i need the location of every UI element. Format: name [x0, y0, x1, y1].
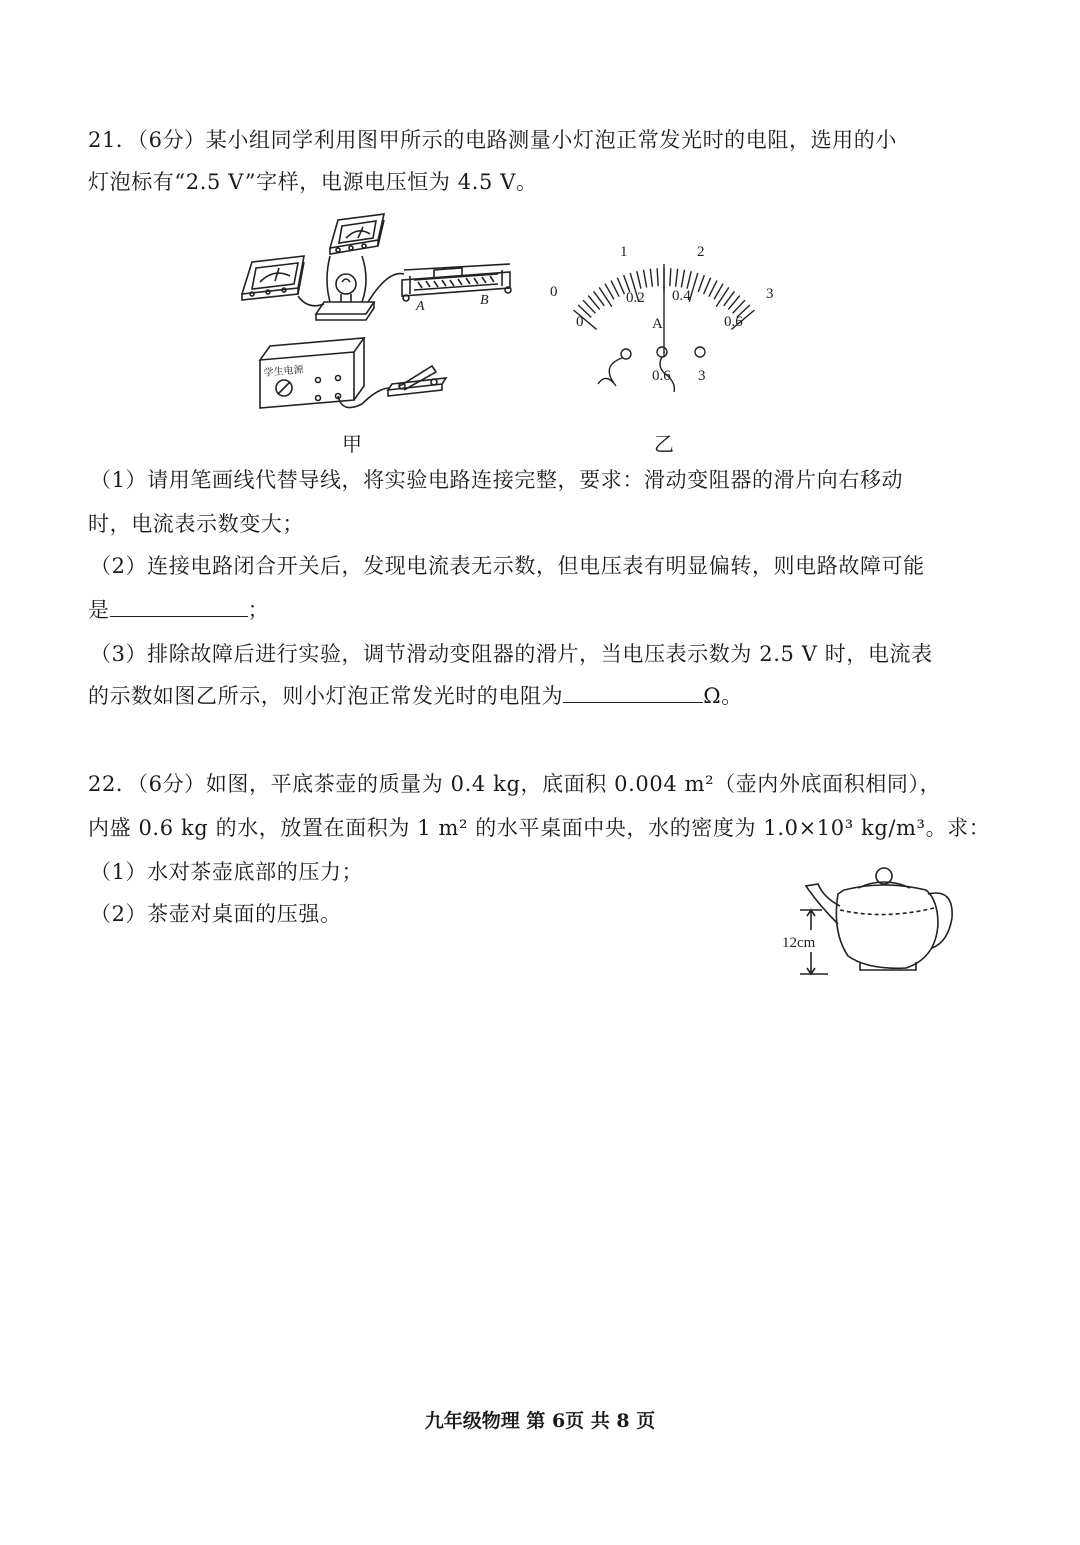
q21-part1-line-1: （1）请用笔画线代替导线，将实验电路连接完整，要求：滑动变阻器的滑片向右移动: [90, 468, 904, 492]
power-supply-label: 学生电源: [263, 364, 305, 379]
q22-line-1: 22．（6分）如图，平底茶壶的质量为 0.4 kg，底面积 0.004 m²（壶内外底面积相同），: [88, 772, 942, 796]
bulb-icon: [316, 256, 374, 320]
rheostat-label-a: A: [416, 299, 425, 314]
dial-tick: [676, 269, 678, 287]
q21-part3-suffix: Ω。: [703, 684, 743, 708]
teapot-height-label: 12cm: [782, 935, 816, 951]
q21-part2-line-1: （2）连接电路闭合开关后，发现电流表无示数，但电压表有明显偏转，则电路故障可能: [90, 554, 925, 578]
q22-part1: （1）水对茶壶底部的压力；: [90, 860, 364, 884]
scale-top-0: 0: [550, 284, 558, 300]
q21-part3-line-1: （3）排除故障后进行实验，调节滑动变阻器的滑片，当电压表示数为 2.5 V 时，电流表: [90, 642, 933, 666]
dial-tick: [704, 278, 711, 295]
terminal-3: 3: [698, 368, 706, 384]
switch-icon: [388, 366, 446, 396]
ammeter-dial-figure-yi: [540, 236, 790, 396]
dial-tick: [599, 287, 612, 306]
scale-top-3: 3: [766, 286, 774, 302]
rheostat-label-b: B: [480, 293, 489, 308]
dial-tick: [698, 275, 704, 292]
dial-tick: [644, 270, 647, 288]
scale-bottom-0: 0: [576, 314, 584, 330]
figure-jia-caption: 甲: [342, 432, 362, 456]
figure-yi-caption: 乙: [654, 432, 674, 456]
scale-top-2: 2: [697, 244, 705, 260]
dial-tick: [637, 271, 641, 289]
dial-tick: [714, 284, 723, 300]
dial-tick: [681, 270, 684, 288]
q22-line-2: 内盛 0.6 kg 的水，放置在面积为 1 m² 的水平桌面中央，水的密度为 1.0×10³ kg/m³。求：: [88, 816, 991, 840]
dial-tick: [670, 268, 671, 286]
answer-blank-fault[interactable]: [110, 598, 248, 617]
dial-tick: [716, 287, 729, 306]
meter-unit: A: [652, 316, 663, 332]
dial-tick: [657, 268, 658, 286]
answer-blank-resistance[interactable]: [563, 684, 703, 703]
q21-part3-line-2: [88, 680, 743, 710]
voltmeter-icon: [330, 214, 384, 254]
q21-part1-line-2: 时，电流表示数变大；: [88, 512, 304, 536]
scale-bottom-1: 0.2: [626, 290, 645, 306]
q21-line-2: 灯泡标有“2.5 V”字样，电源电压恒为 4.5 V。: [88, 170, 538, 194]
q21-line-1: 21．（6分）某小组同学利用图甲所示的电路测量小灯泡正常发光时的电阻，选用的小: [88, 128, 897, 152]
teapot-figure: [778, 858, 960, 984]
scale-top-1: 1: [620, 244, 628, 260]
q21-part2-suffix: ；: [247, 598, 270, 622]
dial-tick: [605, 284, 614, 300]
terminal-0-6: 0.6: [652, 368, 671, 384]
scale-bottom-3: 0.6: [724, 314, 743, 330]
scale-bottom-2: 0.4: [672, 288, 691, 304]
dial-tick: [709, 281, 717, 297]
q22-part2: （2）茶壶对桌面的压强。: [90, 902, 342, 926]
teapot-icon: [800, 868, 952, 974]
page-footer: 九年级物理 第 6页 共 8 页: [424, 1410, 656, 1432]
q21-part2-prefix: 是: [88, 598, 110, 622]
q21-part3-prefix: 的示数如图乙所示，则小灯泡正常发光时的电阻为: [88, 684, 564, 708]
rheostat-icon: [402, 264, 511, 301]
dial-tick: [617, 278, 624, 295]
ammeter-icon: [242, 256, 304, 300]
circuit-figure-jia: [238, 210, 528, 420]
dial-tick: [611, 281, 619, 297]
q21-part2-line-2: [88, 594, 269, 624]
dial-tick: [687, 271, 691, 289]
dial-tick: [650, 269, 652, 287]
